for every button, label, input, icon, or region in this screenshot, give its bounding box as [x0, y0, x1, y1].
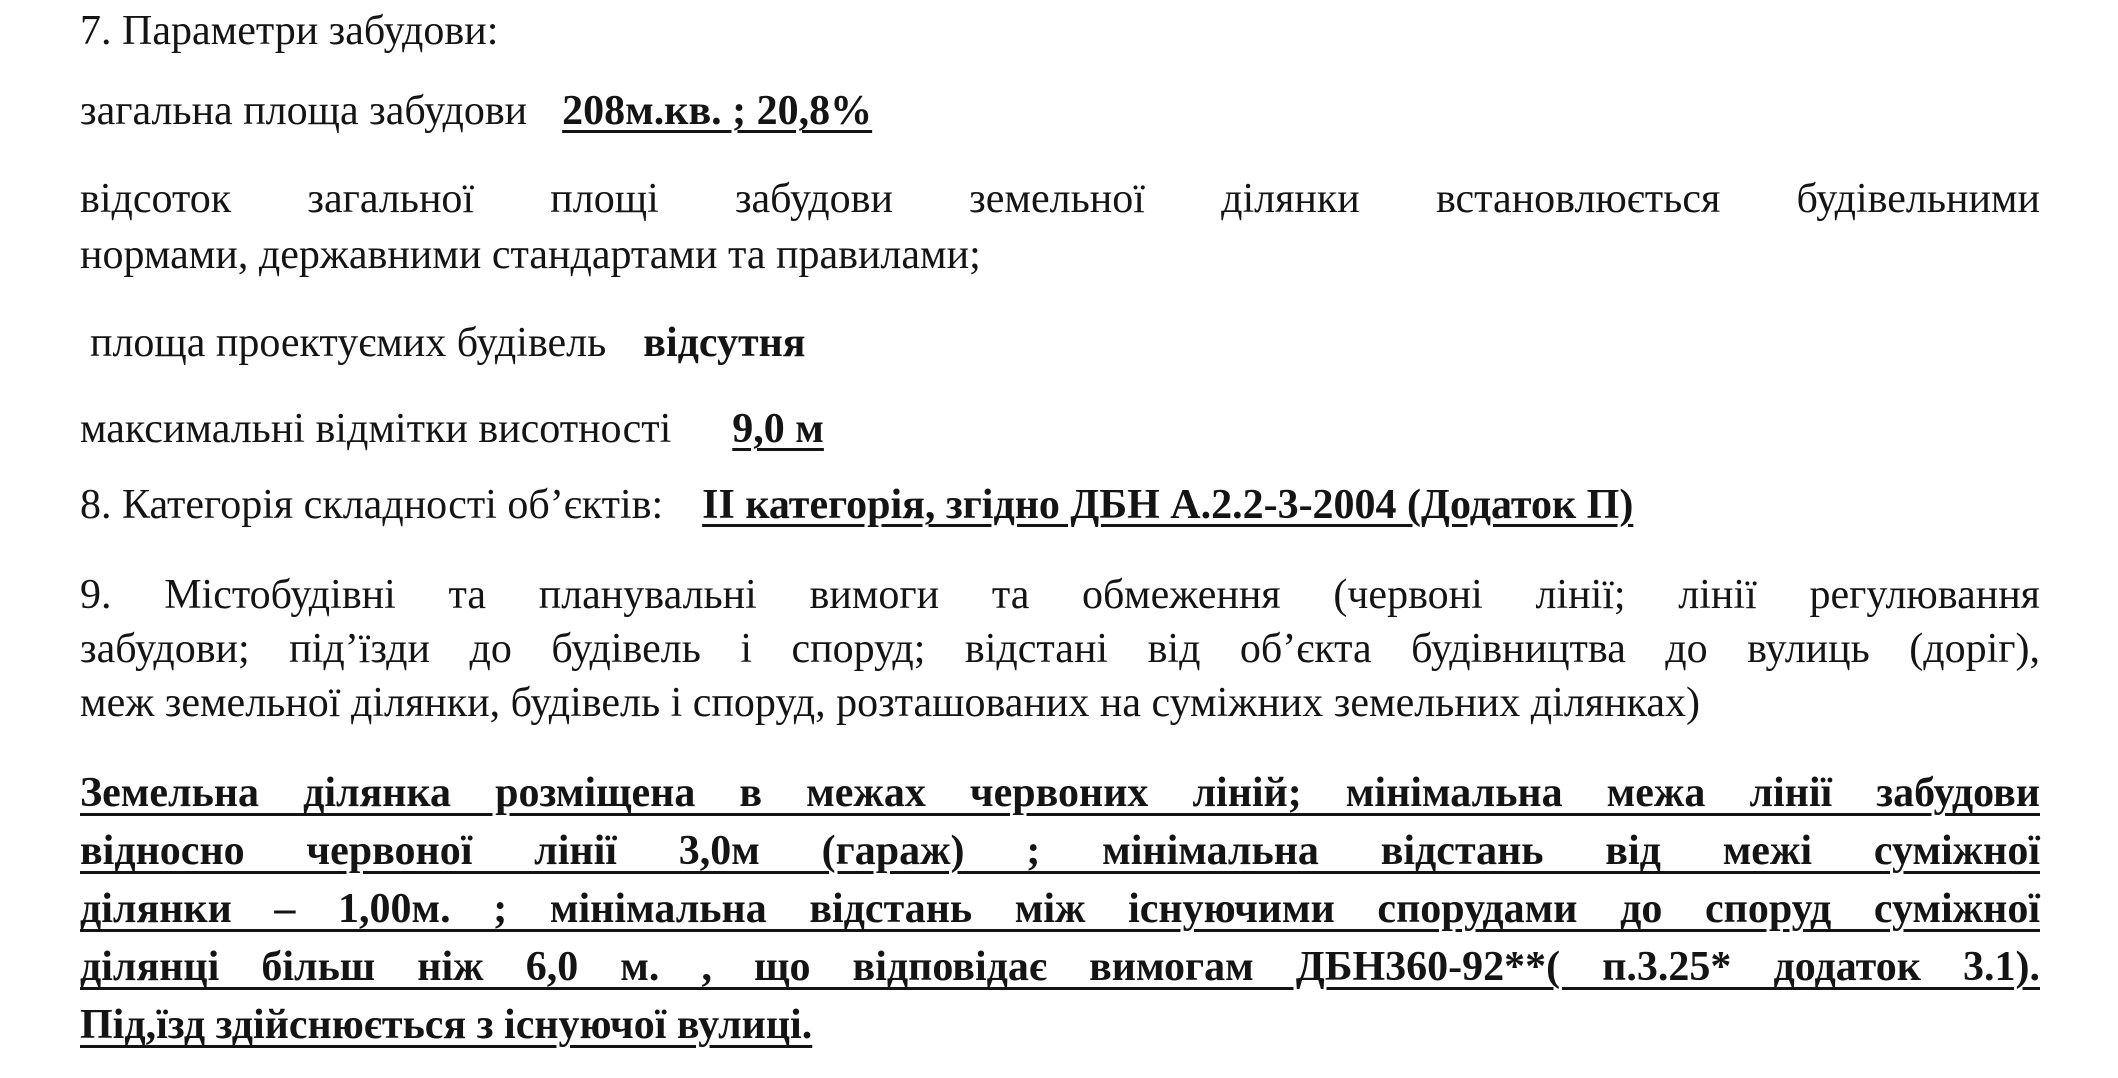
- total-area-value: 208м.кв. ; 20,8%: [562, 88, 873, 134]
- complexity-label: 8. Категорія складності об’єктів:: [80, 482, 664, 528]
- requirements-line-2: відносно червоної лінії 3,0м (гараж) ; мінімальна відстань від межі суміжної: [80, 828, 2040, 874]
- max-height-row: [80, 404, 850, 454]
- percent-note-line-1: відсоток загальної площі забудови земельної ділянки встановлюється будівельними: [80, 176, 2040, 222]
- requirements-line-5: Під,їзд здійснюється з існуючої вулиці.: [80, 1002, 813, 1048]
- section-9-line-1: 9. Містобудівні та планувальні вимоги та обмеження (червоні лінії; лінії регулювання: [80, 572, 2040, 618]
- section-9-line-3: меж земельної ділянки, будівель і споруд, розташованих на суміжних земельних ділянках): [80, 680, 1700, 726]
- projected-area-label: площа проектуємих будівель: [90, 320, 607, 366]
- max-height-label: максимальні відмітки висотності: [80, 406, 672, 452]
- total-area-row: [80, 86, 872, 136]
- percent-note-line-2: нормами, державними стандартами та правилами;: [80, 232, 981, 278]
- requirements-paragraph: [80, 764, 2040, 1054]
- section-7-heading: 7. Параметри забудови:: [80, 8, 499, 54]
- section-8-row: [80, 480, 1633, 530]
- requirements-line-1: Земельна ділянка розміщена в межах червоних ліній; мінімальна межа лінії забудови: [80, 770, 2040, 816]
- complexity-value: ІІ категорія, згідно ДБН А.2.2-3-2004 (Додаток П): [702, 482, 1634, 528]
- section-9-line-2: забудови; під’їзди до будівель і споруд; відстані від об’єкта будівництва до вулиць (доріг),: [80, 626, 2040, 672]
- requirements-line-3: ділянки – 1,00м. ; мінімальна відстань між існуючими спорудами до споруд суміжної: [80, 886, 2040, 932]
- projected-area-value: відсутня: [643, 320, 806, 366]
- max-height-value: 9,0 м: [732, 406, 824, 452]
- total-area-label: загальна площа забудови: [80, 88, 528, 134]
- projected-area-row: [90, 318, 806, 368]
- requirements-line-4: ділянці більш ніж 6,0 м. , що відповідає вимогам ДБН360-92**( п.3.25* додаток 3.1).: [80, 944, 2040, 990]
